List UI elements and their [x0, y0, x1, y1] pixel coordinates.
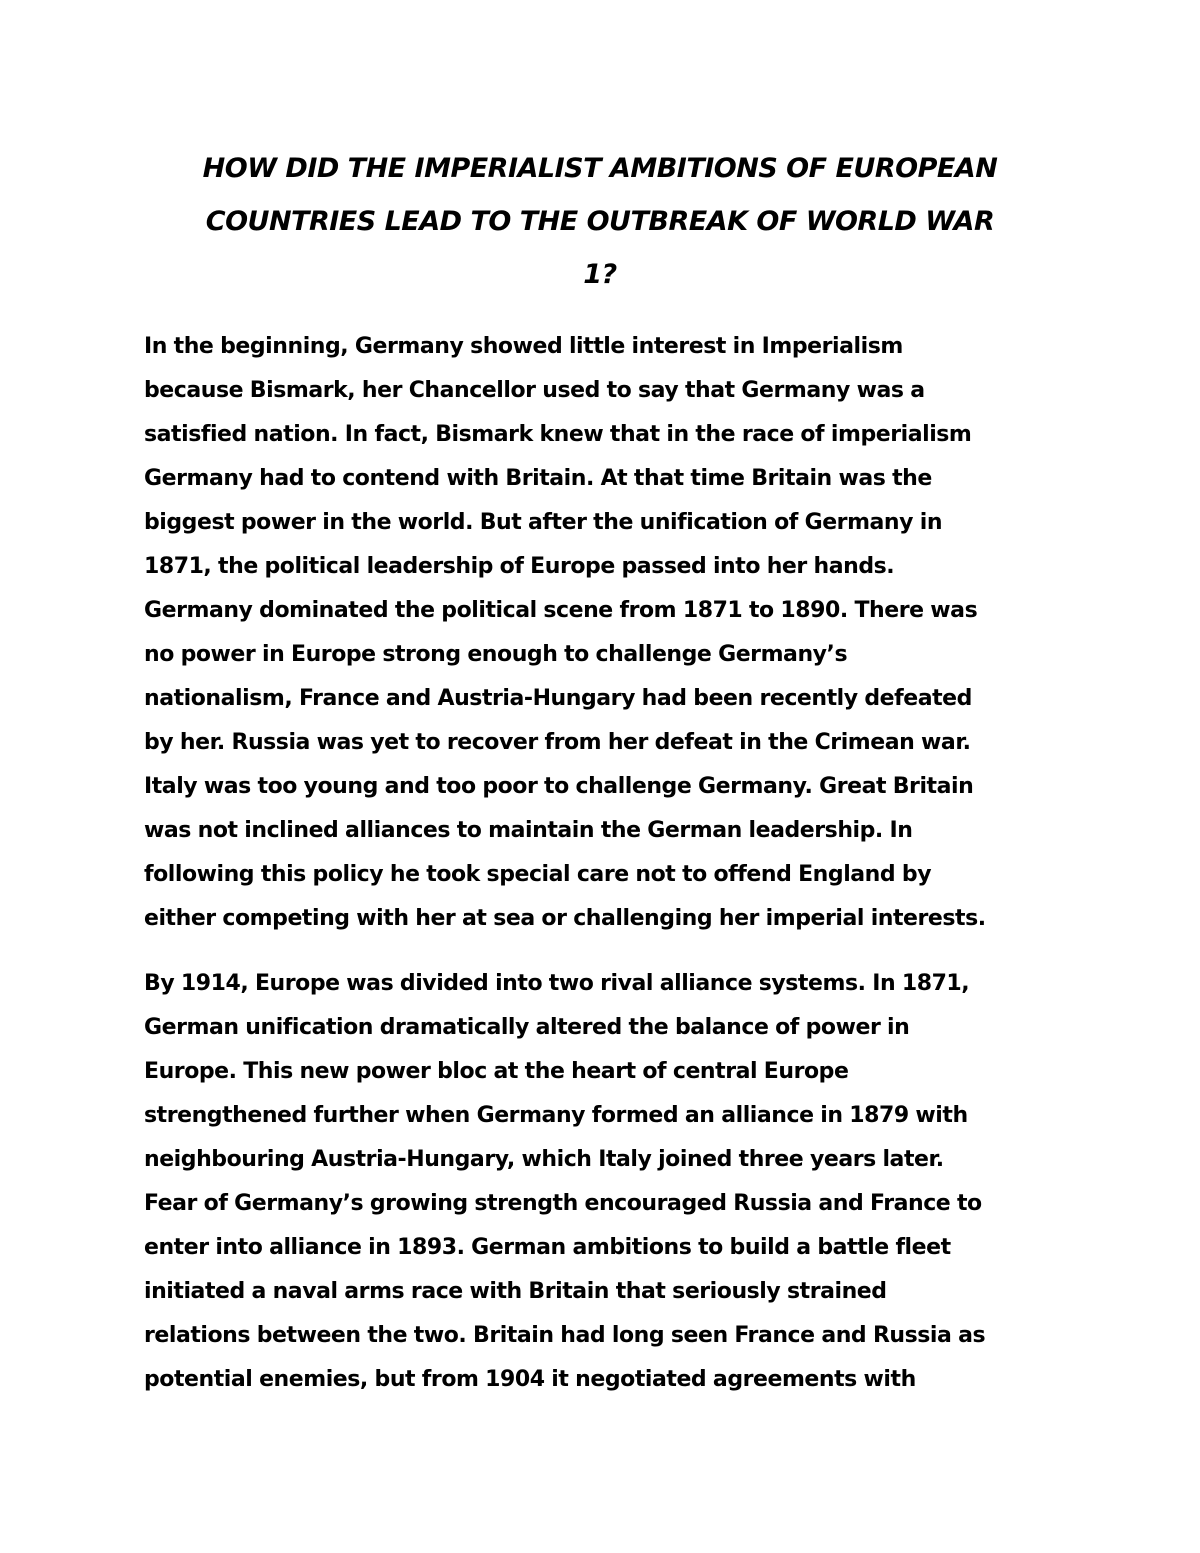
- text-line: German unification dramatically altered the balance of power in: [144, 1015, 910, 1040]
- text-line: initiated a naval arms race with Britain that seriously strained: [144, 1279, 887, 1304]
- text-line: In the beginning, Germany showed little interest in Imperialism: [144, 334, 903, 359]
- text-line: following this policy he took special care not to offend England by: [144, 862, 932, 887]
- text-line: by her. Russia was yet to recover from her defeat in the Crimean war.: [144, 730, 971, 755]
- text-line: enter into alliance in 1893. German ambitions to build a battle fleet: [144, 1235, 951, 1260]
- text-line: Europe. This new power bloc at the heart of central Europe: [144, 1059, 849, 1084]
- paragraph-alliance-systems: [144, 962, 1059, 1402]
- text-line: strengthened further when Germany formed an alliance in 1879 with: [144, 1103, 968, 1128]
- text-line: was not inclined alliances to maintain the German leadership. In: [144, 818, 913, 843]
- text-line: because Bismark, her Chancellor used to say that Germany was a: [144, 378, 925, 403]
- text-line: nationalism, France and Austria-Hungary had been recently defeated: [144, 686, 972, 711]
- text-line: satisfied nation. In fact, Bismark knew that in the race of imperialism: [144, 422, 972, 447]
- title-line: COUNTRIES LEAD TO THE OUTBREAK OF WORLD WAR: [205, 206, 995, 237]
- text-line: Italy was too young and too poor to challenge Germany. Great Britain: [144, 774, 974, 799]
- text-line: By 1914, Europe was divided into two rival alliance systems. In 1871,: [144, 971, 970, 996]
- document-title: [140, 142, 1060, 301]
- text-line: potential enemies, but from 1904 it negotiated agreements with: [144, 1367, 916, 1392]
- title-line: HOW DID THE IMPERIALIST AMBITIONS OF EUROPEAN: [202, 153, 998, 184]
- text-line: relations between the two. Britain had long seen France and Russia as: [144, 1323, 986, 1348]
- text-line: 1871, the political leadership of Europe passed into her hands.: [144, 554, 895, 579]
- title-line: 1?: [583, 259, 617, 290]
- text-line: Germany dominated the political scene from 1871 to 1890. There was: [144, 598, 978, 623]
- text-line: Fear of Germany’s growing strength encouraged Russia and France to: [144, 1191, 982, 1216]
- text-line: no power in Europe strong enough to challenge Germany’s: [144, 642, 848, 667]
- paragraph-germany-imperialism: [144, 325, 1059, 941]
- text-line: either competing with her at sea or challenging her imperial interests.: [144, 906, 986, 931]
- text-line: biggest power in the world. But after the unification of Germany in: [144, 510, 943, 535]
- text-line: neighbouring Austria-Hungary, which Italy joined three years later.: [144, 1147, 944, 1172]
- text-line: Germany had to contend with Britain. At that time Britain was the: [144, 466, 932, 491]
